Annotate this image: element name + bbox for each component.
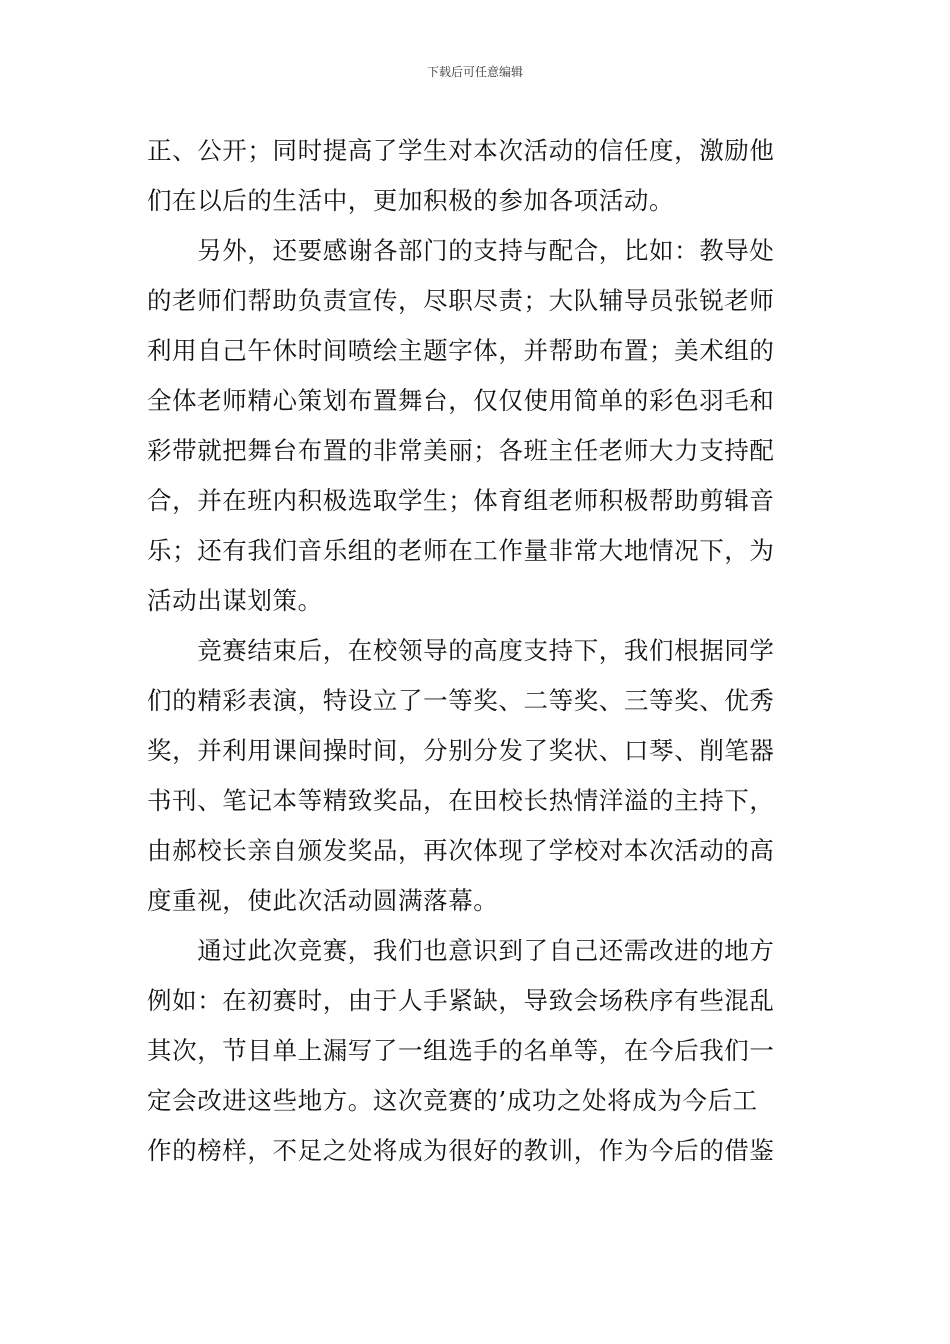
text-line: 由郝校长亲自颁发奖品，再次体现了学校对本次活动的高 (147, 836, 775, 865)
text-line: 例如：在初赛时，由于人手紧缺，导致会场秩序有些混乱 (147, 986, 775, 1015)
text-line: 乐；还有我们音乐组的老师在工作量非常大地情况下，为 (147, 536, 775, 565)
text-line: 其次，节目单上漏写了一组选手的名单等，在今后我们一 (147, 1036, 775, 1065)
text-line: 活动出谋划策。 (147, 586, 323, 615)
text-line: 彩带就把舞台布置的非常美丽；各班主任老师大力支持配 (147, 436, 775, 465)
text-line: 定会改进这些地方。这次竞赛的’成功之处将成为今后工 (147, 1086, 758, 1115)
text-line: 全体老师精心策划布置舞台，仅仅使用简单的彩色羽毛和 (147, 386, 775, 415)
text-line: 们在以后的生活中，更加积极的参加各项活动。 (147, 186, 675, 215)
text-line: 利用自己午休时间喷绘主题字体，并帮助布置；美术组的 (147, 336, 775, 365)
text-line: 们的精彩表演，特设立了一等奖、二等奖、三等奖、优秀 (147, 686, 775, 715)
text-line: 另外，还要感谢各部门的支持与配合，比如：教导处 (147, 236, 775, 265)
page-header: 下载后可任意编辑 (426, 65, 523, 79)
text-line: 合，并在班内积极选取学生；体育组老师积极帮助剪辑音 (147, 486, 775, 515)
text-line: 书刊、笔记本等精致奖品，在田校长热情洋溢的主持下， (147, 786, 775, 815)
text-line: 奖，并利用课间操时间，分别分发了奖状、口琴、削笔器 (147, 736, 775, 765)
document-body (147, 126, 807, 1176)
text-line: 作的榜样，不足之处将成为很好的教训，作为今后的借鉴 (147, 1136, 775, 1165)
text-line: 通过此次竞赛，我们也意识到了自己还需改进的地方 (147, 936, 775, 965)
text-line: 正、公开；同时提高了学生对本次活动的信任度，激励他 (147, 136, 775, 165)
text-line: 度重视，使此次活动圆满落幕。 (147, 886, 499, 915)
text-line: 的老师们帮助负责宣传，尽职尽责；大队辅导员张锐老师 (147, 286, 775, 315)
text-line: 竞赛结束后，在校领导的高度支持下，我们根据同学 (147, 636, 775, 665)
